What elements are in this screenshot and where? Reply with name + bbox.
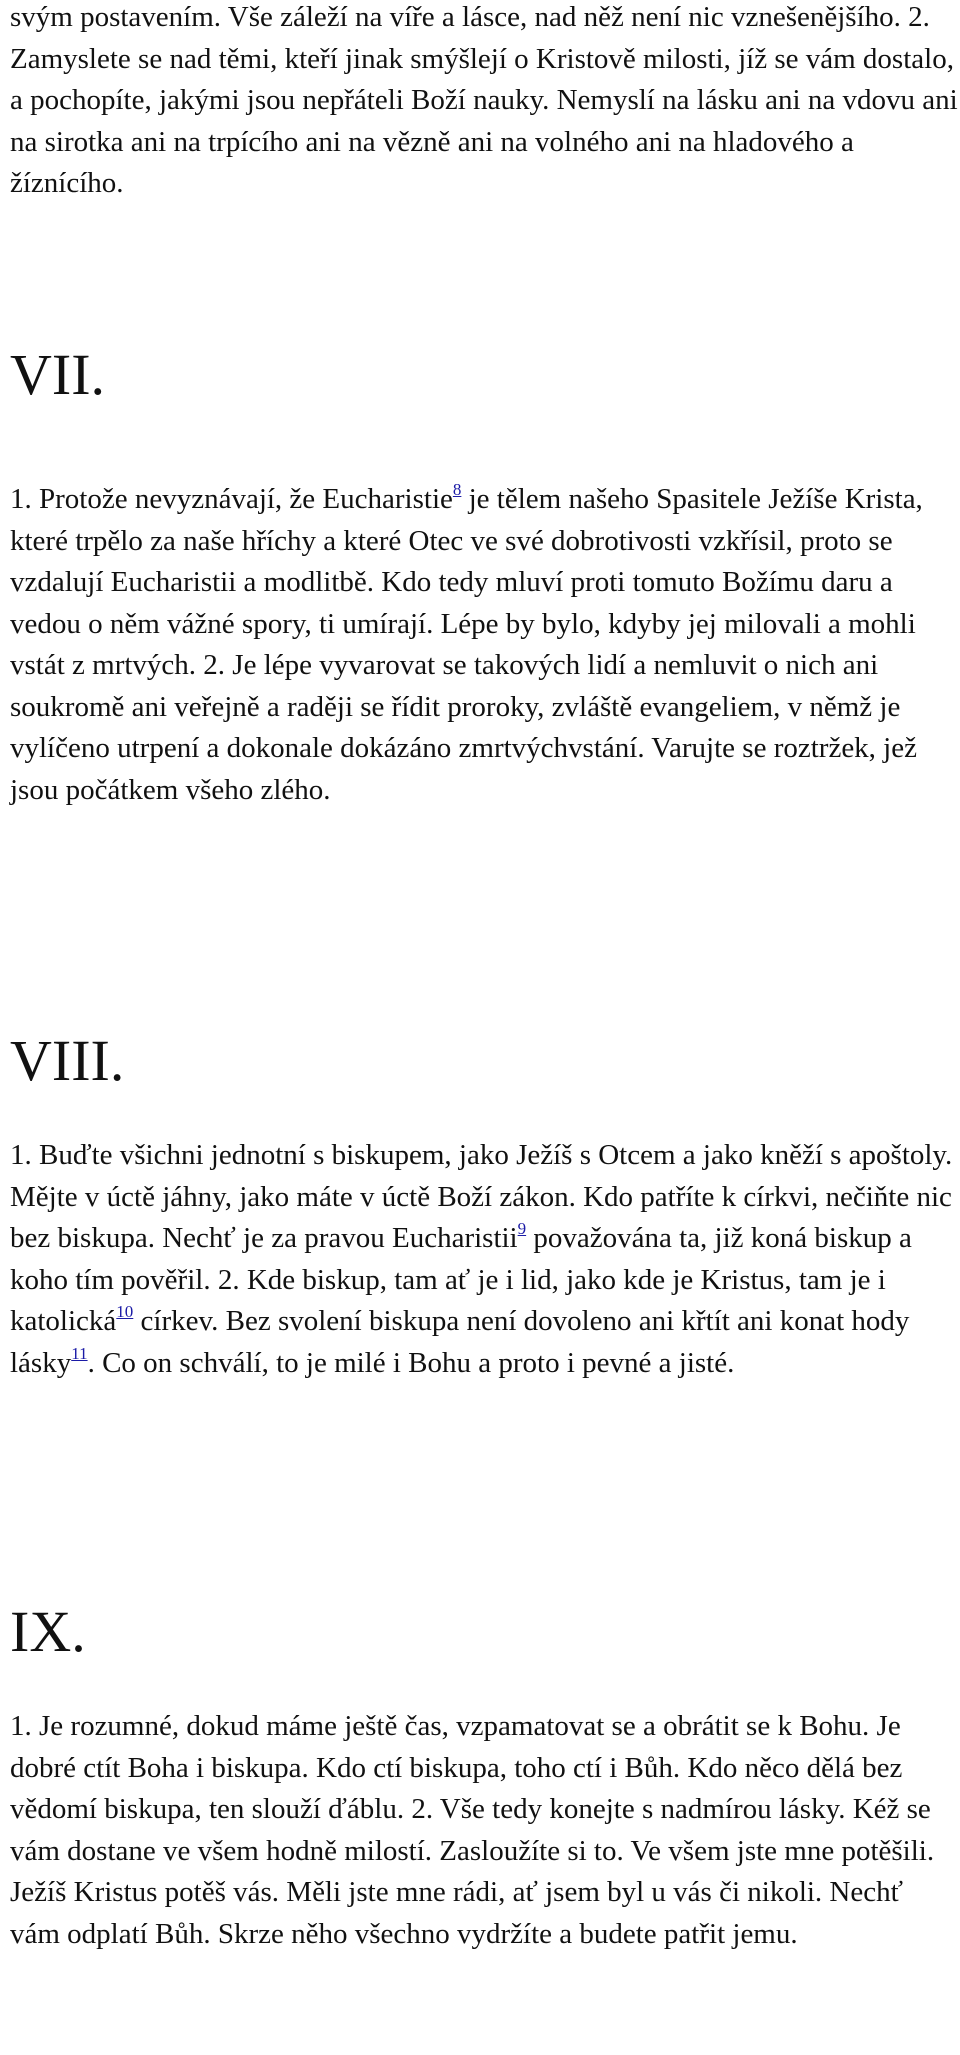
paragraph-text: je tělem našeho Spasitele Ježíše Krista, které trpělo za naše hříchy a které Otec ve své dobrotivosti vzkřísil, proto se vzdalují Eucharistii a modlitbě. Kdo tedy mluví proti tomuto Božímu daru a vedou o něm vážné spory, ti umírají. Lépe by bylo, kdyby jej milovali a mohli vstát z mrtvých. 2. Je lépe vyvarovat se takových lidí a nemluvit o nich ani soukromě ani veřejně a raději se řídit proroky, zvláště evangeliem, v němž je vylíčeno utrpení a dokonale dokázáno zmrtvýchvstání. Varujte se roztržek, jež jsou počátkem všeho zlého. <box>10 483 923 806</box>
paragraph-text: 1. Protože nevyznávají, že Eucharistie <box>10 483 453 515</box>
paragraph-text: církev. Bez svolení biskupa není dovoleno ani křtít ani konat hody lásky <box>10 1305 910 1379</box>
footnote-link-11[interactable]: 11 <box>71 1343 88 1363</box>
paragraph-6-end <box>10 0 958 205</box>
paragraph-vii <box>10 479 958 811</box>
footnote-link-10[interactable]: 10 <box>116 1302 134 1321</box>
paragraph-text: 1. Je rozumné, dokud máme ještě čas, vzpamatovat se a obrátit se k Bohu. Je dobré ctít Boha i biskupa. Kdo ctí biskupa, toho ctí i Bůh. Kdo něco dělá bez vědomí biskupa, ten slouží ďáblu. 2. Vše tedy konejte s nadmírou lásky. Kéž se vám dostane ve všem hodně milostí. Zasloužíte si to. Ve všem jste mne potěšili. Ježíš Kristus potěš vás. Měli jste mne rádi, ať jsem byl u vás či nikoli. Nechť vám odplatí Bůh. Skrze něho všechno vydržíte a budete patřit jemu. <box>10 1710 935 1950</box>
section-heading-vii: VII. <box>10 342 106 407</box>
paragraph-viii <box>10 1135 958 1384</box>
paragraph-ix <box>10 1706 958 1955</box>
footnote-link-9[interactable]: 9 <box>517 1219 527 1238</box>
section-heading-ix: IX. <box>10 1599 86 1664</box>
paragraph-text: považována ta, již koná biskup a koho tím pověřil. 2. Kde biskup, tam ať je i lid, jako kde je Kristus, tam je i katolická <box>10 1222 912 1337</box>
paragraph-text: . Co on schválí, to je milé i Bohu a proto i pevné a jisté. <box>87 1346 735 1379</box>
footnote-link-8[interactable]: 8 <box>452 480 462 499</box>
section-heading-viii: VIII. <box>10 1028 125 1093</box>
paragraph-text: 1. Buďte všichni jednotní s biskupem, jako Ježíš s Otcem a jako kněží s apoštoly. Mějte v úctě jáhny, jako máte v úctě Boží zákon. Kdo patříte k církvi, nečiňte nic bez biskupa. Nechť je za pravou Eucharistii <box>10 1139 953 1254</box>
paragraph-text: svým postavením. Vše záleží na víře a lásce, nad něž není nic vznešenějšího. 2. Zamyslete se nad těmi, kteří jinak smýšlejí o Kristově milosti, jíž se vám dostalo, a pochopíte, jakými jsou nepřáteli Boží nauky. Nemyslí na lásku ani na vdovu ani na sirotka ani na trpícího ani na vězně ani na volného ani na hladového a žíznícího. <box>10 1 958 199</box>
